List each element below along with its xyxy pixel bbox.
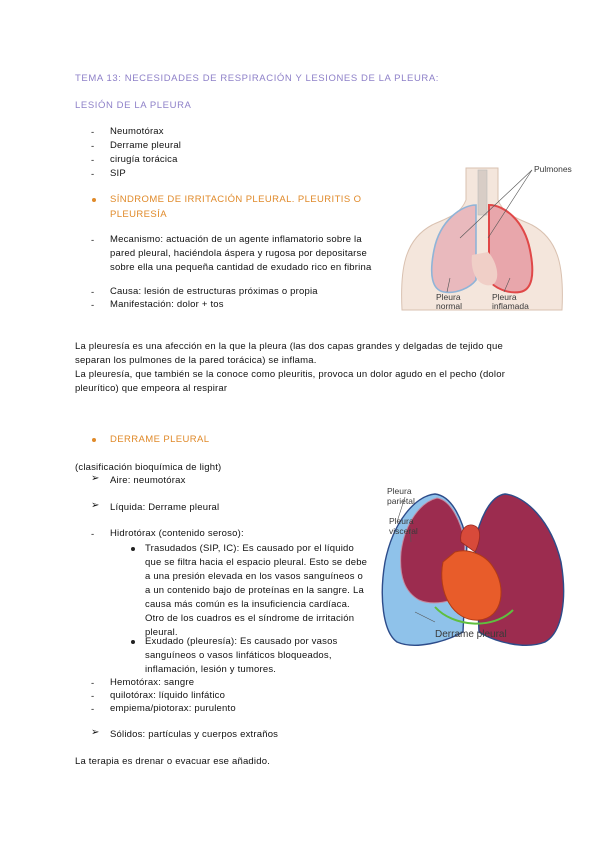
list-dash: - <box>91 300 95 311</box>
mecanismo-line-2: pared pleural, haciéndola áspera y rugosa por depositarse <box>110 248 367 259</box>
label-derrame-pleural: Derrame pleural <box>435 629 507 640</box>
trasudados-line-2: que se filtra hacia el espacio pleural. Esto se debe <box>145 557 368 568</box>
trasudados-line-1: Trasudados (SIP, IC): Es causado por el líquido <box>145 543 355 554</box>
list-item: SIP <box>110 168 126 179</box>
paragraph-line-2: separan los pulmones de la pared torácica) se inflama. <box>75 355 317 366</box>
bullet-dot <box>131 547 135 551</box>
bullet-dot <box>92 438 96 442</box>
clasificacion-text: (clasificación bioquímica de light) <box>75 462 222 473</box>
exudado-line-2: sanguíneos o vasos linfáticos bloqueados, <box>145 650 332 661</box>
list-dash: - <box>91 287 95 298</box>
label-inflamada: inflamada <box>492 301 529 311</box>
empiema-text: empiema/piotorax: purulento <box>110 703 236 714</box>
section-heading-derrame: DERRAME PLEURAL <box>110 434 210 445</box>
paragraph-line-4: pleurítico) que empeora al respirar <box>75 383 228 394</box>
quilotorax-text: quilotórax: líquido linfático <box>110 690 226 701</box>
paragraph-line-1: La pleuresía es una afección en la que la pleura (las dos capas grandes y delgadas de tejido que <box>75 341 503 352</box>
paragraph-line-3: La pleuresía, que también se la conoce como pleuritis, provoca un dolor agudo en el pecho (dolor <box>75 369 506 380</box>
arrow-bullet: ➢ <box>91 500 100 511</box>
list-item: Derrame pleural <box>110 140 182 151</box>
mecanismo-line-1 <box>110 233 362 246</box>
label-pleura-visceral-1: Pleura <box>389 516 414 526</box>
mecanismo-text: actuación de un agente inflamatorio sobre la <box>166 234 362 245</box>
label-normal: normal <box>436 301 462 311</box>
bullet-dot <box>131 640 135 644</box>
aire-text: Aire: neumotórax <box>110 475 186 486</box>
list-dash: - <box>91 155 95 166</box>
trasudados-line-3: a una presión elevada en los vasos sanguíneos o <box>145 571 364 582</box>
list-dash: - <box>91 678 95 689</box>
trasudados-line-7: pleural. <box>145 627 178 638</box>
exudado-line-1: Exudado (pleuresía): Es causado por vasos <box>145 636 338 647</box>
list-dash: - <box>91 127 95 138</box>
derrame-pleural-figure <box>375 482 575 657</box>
pleura-lungs-figure <box>392 160 572 315</box>
section-heading-lesion: LESIÓN DE LA PLEURA <box>75 100 192 111</box>
list-dash: - <box>91 169 95 180</box>
causa-text: Causa: lesión de estructuras próximas o propia <box>110 286 318 297</box>
exudado-line-3: inflamación, lesión y tumores. <box>145 664 277 675</box>
arrow-bullet: ➢ <box>91 473 100 484</box>
hemotorax-text: Hemotórax: sangre <box>110 677 195 688</box>
mecanismo-label: Mecanismo: <box>110 234 164 245</box>
trasudados-line-4: a un contenido bajo de proteínas en la sangre. La <box>145 585 364 596</box>
mecanismo-line-3: sobre ella una pequeña cantidad de exudado rico en fibrina <box>110 262 372 273</box>
trasudados-line-5: causa más común es la insuficiencia cardíaca. <box>145 599 350 610</box>
list-item: Neumotórax <box>110 126 164 137</box>
hidrotorax-text: Hidrotórax (contenido seroso): <box>110 528 244 539</box>
list-dash: - <box>91 141 95 152</box>
manifestacion-text: Manifestación: dolor + tos <box>110 299 224 310</box>
label-pleura-inflamada: Pleura <box>492 292 517 302</box>
section-heading-sindrome: SÍNDROME DE IRRITACIÓN PLEURAL. PLEURITIS O <box>110 194 362 205</box>
bullet-dot <box>92 198 96 202</box>
liquida-text: Líquida: Derrame pleural <box>110 502 220 513</box>
label-pleura-parietal-1: Pleura <box>387 486 412 496</box>
section-heading-sindrome-2: PLEURESÍA <box>110 209 167 220</box>
label-pleura-visceral-2: visceral <box>389 526 418 536</box>
label-pulmones: Pulmones <box>534 164 572 174</box>
trasudados-line-6: Otro de los cuadros es el síndrome de irritación <box>145 613 355 624</box>
list-dash: - <box>91 691 95 702</box>
label-pleura-normal: Pleura <box>436 292 461 302</box>
list-dash: - <box>91 529 95 540</box>
terapia-text: La terapia es drenar o evacuar ese añadido. <box>75 756 271 767</box>
page-title: TEMA 13: NECESIDADES DE RESPIRACIÓN Y LESIONES DE LA PLEURA: <box>75 73 440 84</box>
arrow-bullet: ➢ <box>91 727 100 738</box>
list-dash: - <box>91 235 95 246</box>
list-item: cirugía torácica <box>110 154 178 165</box>
solidos-text: Sólidos: partículas y cuerpos extraños <box>110 729 279 740</box>
list-dash: - <box>91 704 95 715</box>
label-pleura-parietal-2: parietal <box>387 496 415 506</box>
